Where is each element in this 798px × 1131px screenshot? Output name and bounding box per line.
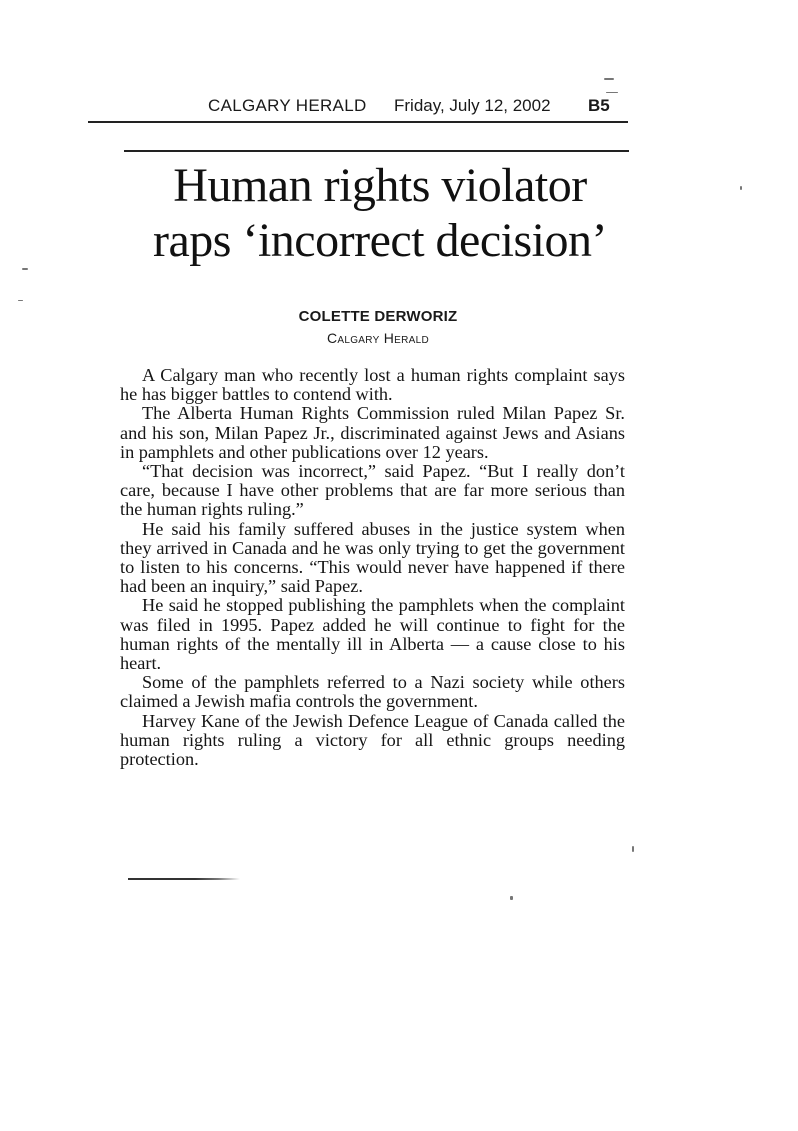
article-paragraph: He said his family suffered abuses in the justice system when they arrived in Canada and he was only trying to get the government to listen to his concerns. “This would never have happened if there had been an inquiry,” said Papez. [120,518,625,597]
scan-speck [632,846,634,852]
article-paragraph: The Alberta Human Rights Commission ruled Milan Papez Sr. and his son, Milan Papez Jr., discriminated against Jews and Asians in pamphlets and other publications over 12 years. [120,403,625,462]
byline-affiliation: Calgary Herald [326,330,430,346]
masthead [88,96,628,122]
headline-line: raps ‘incorrect decision’ [153,214,607,267]
article-end-rule [128,878,240,880]
scan-speck [22,268,28,270]
headline [100,158,660,268]
publication-date: Friday, July 12, 2002 [394,96,551,115]
byline: COLETTE DERWORIZ [298,308,458,325]
article-body [120,366,625,769]
scan-speck [606,92,618,93]
headline-line: Human rights violator [173,159,587,212]
scan-speck [604,78,614,80]
article-paragraph: Harvey Kane of the Jewish Defence League of Canada called the human rights ruling a victory for all ethnic groups needing protection. [120,710,625,770]
scan-speck [18,300,23,301]
page-number: B5 [588,96,610,115]
scan-speck [740,186,742,190]
headline-rule [124,150,629,152]
newspaper-name: CALGARY HERALD [208,96,367,115]
scan-speck [510,896,513,900]
article-paragraph: A Calgary man who recently lost a human rights complaint says he has bigger battles to contend with. [120,365,625,405]
article-paragraph: He said he stopped publishing the pamphlets when the complaint was filed in 1995. Papez added he will continue to fight for the human rights of the mentally ill in Alberta — a cause close to his heart. [120,595,625,674]
article-paragraph: “That decision was incorrect,” said Papez. “But I really don’t care, because I have other problems that are far more serious than the human rights ruling.” [120,461,625,520]
masthead-rule [88,121,628,123]
article-paragraph: Some of the pamphlets referred to a Nazi society while others claimed a Jewish mafia controls the government. [120,672,625,712]
